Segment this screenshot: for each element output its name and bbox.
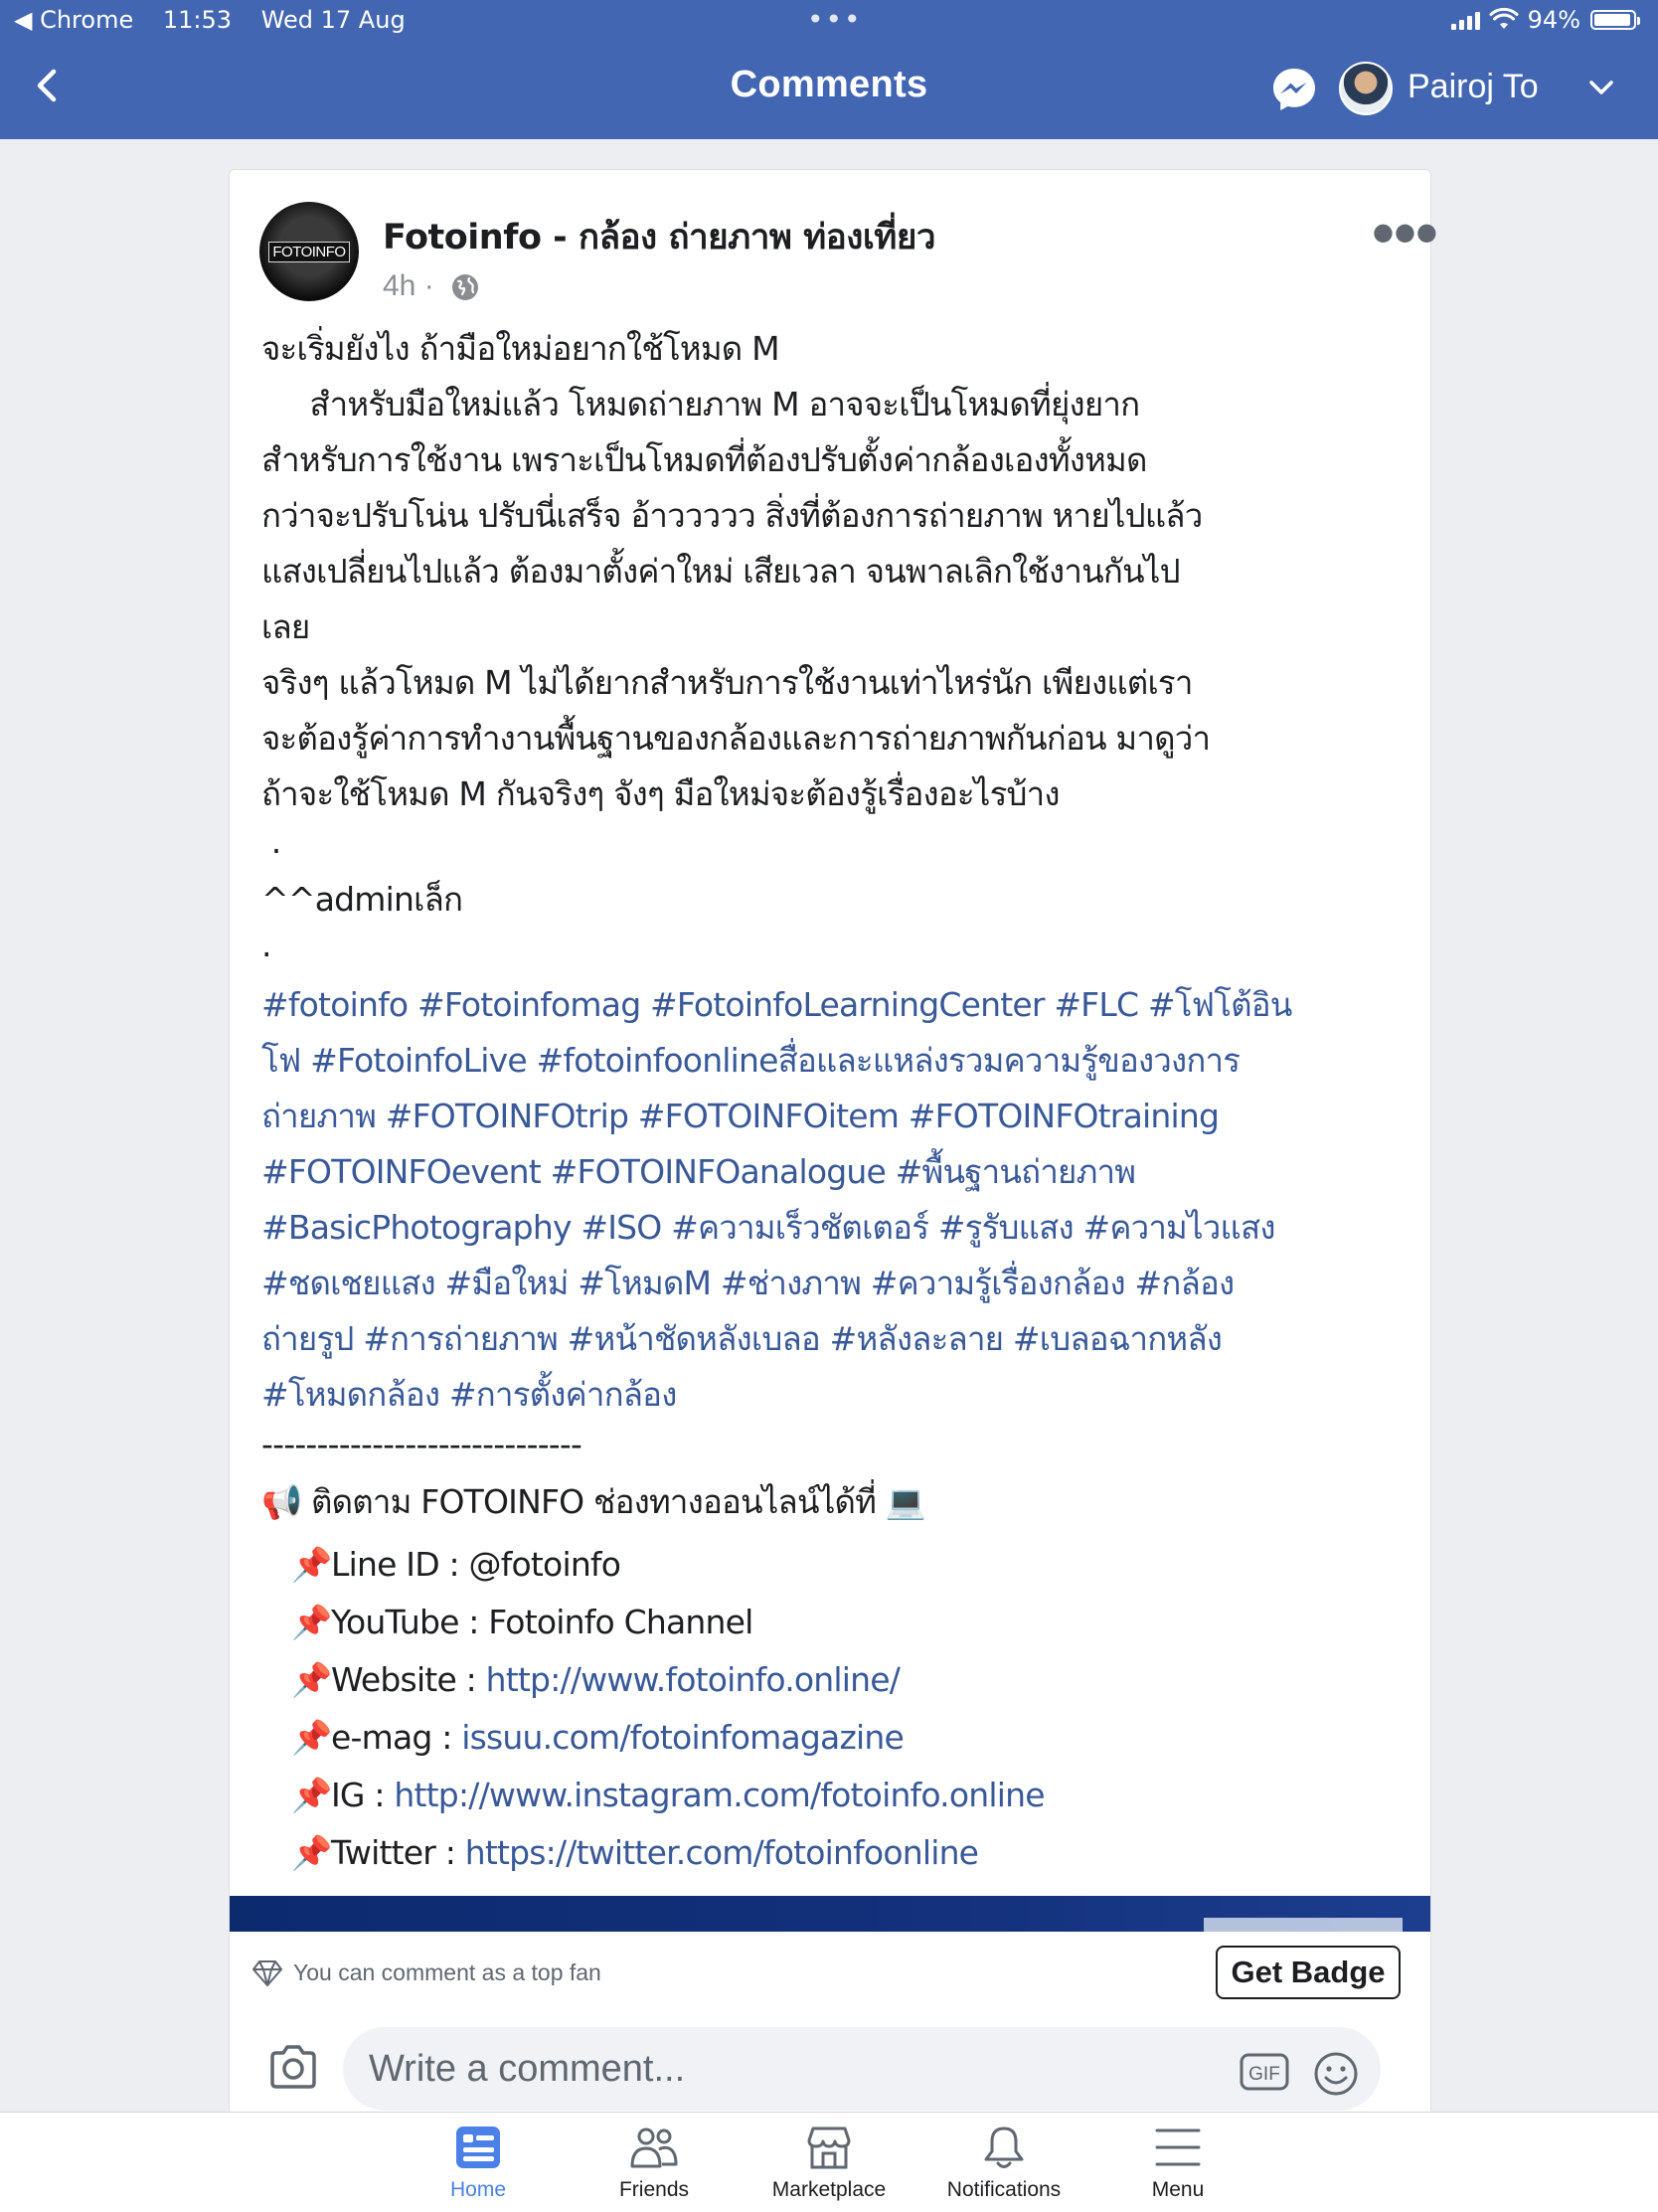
- contact-label: YouTube :: [331, 1603, 489, 1641]
- follow-text: ติดตาม FOTOINFO ช่องทางออนไลน์ได้ที่: [311, 1482, 877, 1521]
- status-date: Wed 17 Aug: [260, 6, 406, 34]
- post-line: จะเริ่มยังไง ถ้ามือใหม่อยากใช้โหมด M: [261, 329, 779, 368]
- contact-link[interactable]: issuu.com/fotoinfomagazine: [461, 1718, 904, 1757]
- chevron-down-icon[interactable]: [1588, 78, 1614, 97]
- messenger-icon[interactable]: [1270, 66, 1318, 113]
- back-to-app[interactable]: ◀ Chrome: [14, 6, 134, 34]
- camera-icon[interactable]: [267, 2043, 319, 2091]
- menu-icon: [1154, 2125, 1202, 2170]
- top-bar: [0, 0, 1658, 139]
- contact-value: @fotoinfo: [468, 1545, 621, 1584]
- post-line: ถ้าจะใช้โหมด M กันจริงๆ จังๆ มือใหม่จะต้องรู้เรื่องอะไรบ้าง: [261, 774, 1060, 813]
- post-line: จะต้องรู้ค่าการทำงานพื้นฐานของกล้องและการถ่ายภาพกันก่อน มาดูว่า: [261, 719, 1211, 758]
- contact-label: Website :: [331, 1660, 486, 1699]
- get-badge-button[interactable]: Get Badge: [1216, 1946, 1401, 1999]
- bottom-tab-bar: [0, 2112, 1658, 2212]
- megaphone-icon: 📢: [261, 1482, 302, 1521]
- contact-row: [261, 1767, 1414, 1824]
- page-title: Comments: [730, 64, 928, 105]
- post-line: จริงๆ แล้วโหมด M ไม่ได้ยากสำหรับการใช้งานเท่าไหร่นัก เพียงแต่เรา: [261, 663, 1193, 702]
- bell-icon: [981, 2125, 1027, 2170]
- post-body: [261, 321, 1414, 1882]
- contact-link[interactable]: https://twitter.com/fotoinfoonline: [464, 1833, 979, 1872]
- image-brand-mark: [1204, 1918, 1403, 1932]
- hashtag-line[interactable]: #FOTOINFOevent #FOTOINFOanalogue #พื้นฐานถ่ายภาพ: [261, 1152, 1136, 1191]
- status-time: 11:53: [162, 6, 233, 34]
- tab-label: Friends: [618, 2178, 690, 2201]
- avatar[interactable]: [1339, 62, 1393, 115]
- hashtag-line[interactable]: #ชดเชยแสง #มือใหม่ #โหมดM #ช่างภาพ #ความรู้เรื่องกล้อง #กล้อง: [261, 1264, 1235, 1302]
- page-name[interactable]: Fotoinfo - กล้อง ถ่ายภาพ ท่องเที่ยว: [383, 218, 936, 257]
- contact-row: [261, 1594, 1414, 1651]
- contact-link[interactable]: http://www.fotoinfo.online/: [485, 1660, 901, 1699]
- contact-link[interactable]: http://www.instagram.com/fotoinfo.online: [394, 1776, 1045, 1814]
- gif-icon[interactable]: [1240, 2053, 1289, 2091]
- hashtag-line[interactable]: ถ่ายรูป #การถ่ายภาพ #หน้าชัดหลังเบลอ #หลังละลาย #เบลอฉากหลัง: [261, 1319, 1223, 1358]
- divider-text: -----------------------------: [261, 1425, 582, 1463]
- post-line: กว่าจะปรับโน่น ปรับนี่เสร็จ อ้าววววว สิ่งที่ต้องการถ่ายภาพ หายไปแล้ว: [261, 496, 1203, 535]
- emoji-icon[interactable]: [1313, 2051, 1359, 2097]
- signal-icon: [1451, 10, 1480, 30]
- contact-row: [261, 1824, 1414, 1882]
- contact-value: Fotoinfo Channel: [488, 1603, 753, 1641]
- post-line: สำหรับการใช้งาน เพราะเป็นโหมดที่ต้องปรับตั้งค่ากล้องเองทั้งหมด: [261, 440, 1147, 479]
- user-name[interactable]: Pairoj To: [1408, 68, 1539, 105]
- post-card: [229, 169, 1438, 2139]
- wifi-icon: [1490, 9, 1518, 31]
- hashtag-line[interactable]: ถ่ายภาพ #FOTOINFOtrip #FOTOINFOitem #FOTOINFOtraining: [261, 1097, 1220, 1135]
- contact-list: [261, 1536, 1414, 1882]
- top-fan-bar: [230, 1932, 1430, 2016]
- home-feed-icon: [454, 2125, 502, 2170]
- tab-label: Notifications: [946, 2178, 1062, 2201]
- status-left: [14, 0, 427, 40]
- contact-row: [261, 1651, 1414, 1709]
- follow-line: [261, 1472, 1414, 1532]
- tab-label: Home: [449, 2178, 507, 2201]
- tab-notifications[interactable]: [905, 2125, 1103, 2202]
- top-fan-text: You can comment as a top fan: [293, 1959, 601, 1985]
- hashtag-line[interactable]: #fotoinfo #Fotoinfomag #FotoinfoLearningCenter #FLC #โฟโต้อิน: [261, 985, 1292, 1024]
- pushpin-icon: 📌: [291, 1660, 332, 1699]
- hashtag-block[interactable]: [261, 977, 1414, 1423]
- marketplace-icon: [804, 2125, 854, 2170]
- contact-row: [261, 1536, 1414, 1594]
- contact-label: IG :: [331, 1776, 395, 1814]
- tab-label: Menu: [1151, 2178, 1205, 2201]
- page-avatar-logo: FOTOINFO: [268, 242, 349, 262]
- tab-label: Marketplace: [771, 2178, 887, 2201]
- status-right: [1451, 0, 1636, 40]
- battery-percent: 94%: [1527, 6, 1580, 34]
- multitask-dots-icon[interactable]: •••: [807, 3, 863, 36]
- post-signature: ^^adminเล็ก: [261, 880, 463, 919]
- tab-menu[interactable]: [1078, 2125, 1277, 2202]
- diamond-icon: [251, 1959, 283, 1987]
- page-avatar[interactable]: [259, 202, 359, 301]
- comment-input[interactable]: Write a comment...: [343, 2027, 1381, 2111]
- tab-marketplace[interactable]: [730, 2125, 928, 2202]
- pushpin-icon: 📌: [291, 1718, 332, 1757]
- post-dot: .: [261, 822, 281, 861]
- tab-friends[interactable]: [555, 2125, 753, 2202]
- post-line: เลย: [261, 607, 310, 646]
- contact-label: e-mag :: [331, 1718, 462, 1757]
- contact-label: Twitter :: [331, 1833, 465, 1872]
- more-options-icon[interactable]: ●●●: [1373, 218, 1438, 246]
- pushpin-icon: 📌: [291, 1776, 332, 1814]
- pushpin-icon: 📌: [291, 1545, 332, 1584]
- friends-icon: [629, 2125, 679, 2170]
- post-line: แสงเปลี่ยนไปแล้ว ต้องมาตั้งค่าใหม่ เสียเวลา จนพาลเลิกใช้งานกันไป: [261, 552, 1180, 591]
- globe-icon: [450, 272, 480, 302]
- contact-label: Line ID :: [331, 1545, 469, 1584]
- post-dot: .: [261, 926, 271, 964]
- tab-home[interactable]: [379, 2125, 578, 2202]
- hashtag-line[interactable]: โฟ #FotoinfoLive #fotoinfoonlineสื่อและแหล่งรวมความรู้ของวงการ: [261, 1041, 1241, 1080]
- hashtag-line[interactable]: #BasicPhotography #ISO #ความเร็วชัตเตอร์ #รูรับแสง #ความไวแสง: [261, 1208, 1275, 1247]
- contact-row: [261, 1709, 1414, 1767]
- pushpin-icon: 📌: [291, 1833, 332, 1872]
- laptop-icon: 💻: [885, 1482, 926, 1521]
- status-bar: [0, 0, 1658, 40]
- battery-icon: [1590, 10, 1636, 30]
- post-line: สำหรับมือใหม่แล้ว โหมดถ่ายภาพ M อาจจะเป็นโหมดที่ยุ่งยาก: [261, 385, 1140, 424]
- pushpin-icon: 📌: [291, 1603, 332, 1641]
- post-time[interactable]: 4h ·: [383, 269, 434, 302]
- post-image-preview[interactable]: [230, 1896, 1430, 1932]
- hashtag-line[interactable]: #โหมดกล้อง #การตั้งค่ากล้อง: [261, 1375, 677, 1414]
- gif-label: GIF: [1248, 2064, 1280, 2085]
